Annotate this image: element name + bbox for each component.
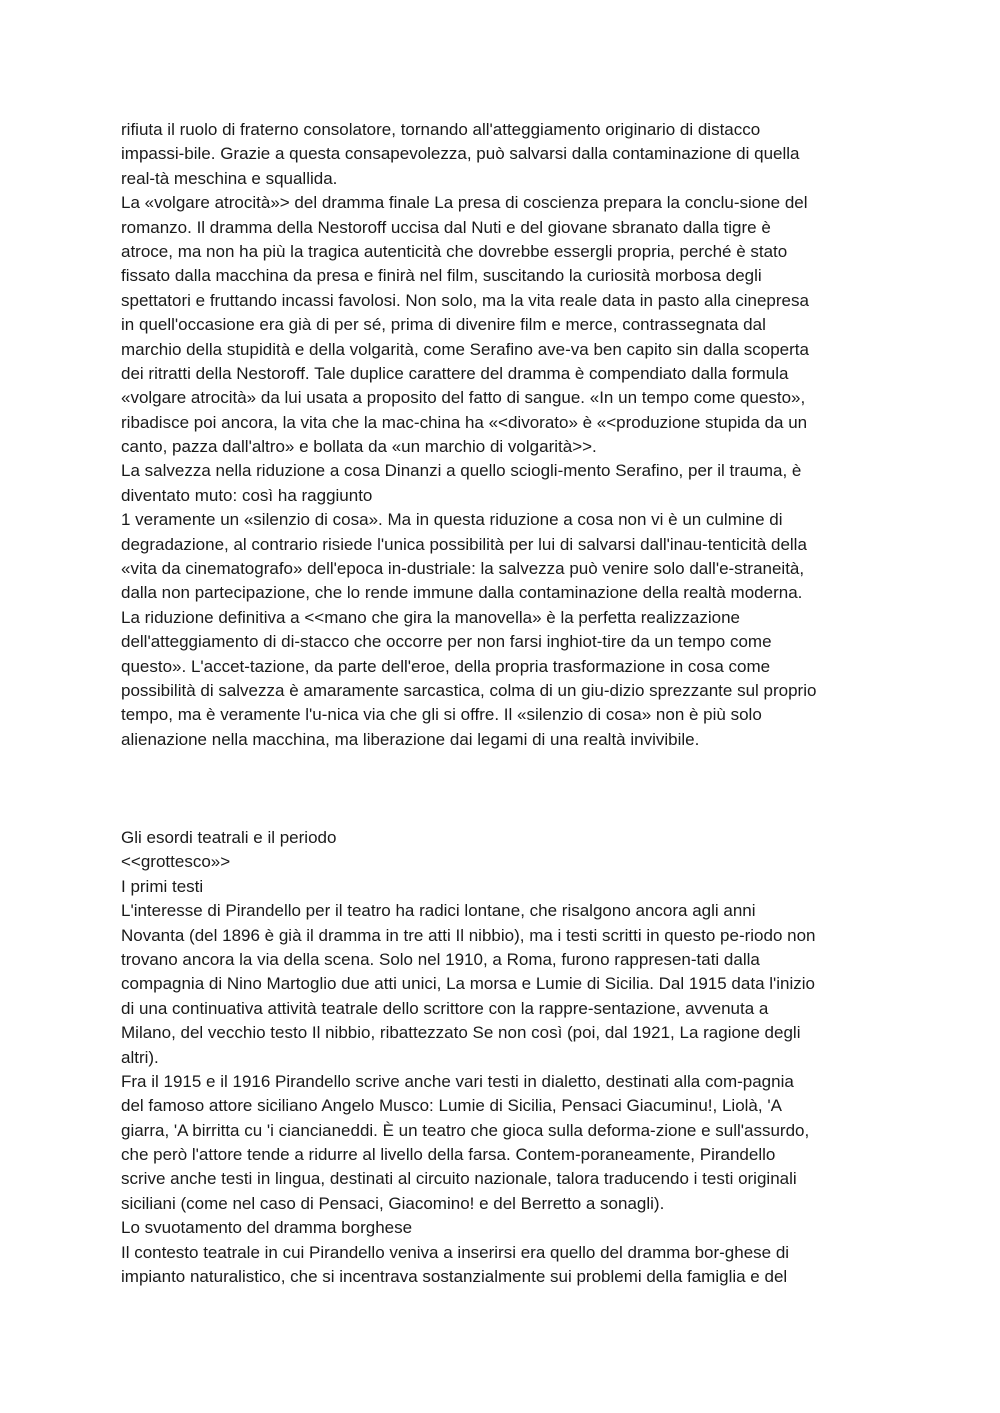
text-line: impianto naturalistico, che si incentrava sostanzialmente sui problemi della famiglia e del xyxy=(121,1267,788,1287)
text-section-2 xyxy=(121,826,891,1289)
text-line: ribadisce poi ancora, la vita che la mac-china ha «<divorato» è «<produzione stupida da un xyxy=(121,412,808,432)
text-line: Lo svuotamento del dramma borghese xyxy=(121,1218,413,1238)
text-line: impassi-bile. Grazie a questa consapevolezza, può salvarsi dalla contaminazione di quella xyxy=(121,144,800,164)
text-line: real-tà meschina e squallida. xyxy=(121,168,338,188)
text-line: scrive anche testi in lingua, destinati al circuito nazionale, talora traducendo i testi originali xyxy=(121,1169,797,1189)
text-line: 1 veramente un «silenzio di cosa». Ma in questa riduzione a cosa non vi è un culmine di xyxy=(121,510,783,530)
text-line: alienazione nella macchina, ma liberazione dai legami di una realtà invivibile. xyxy=(121,729,700,749)
text-line: trovano ancora la via della scena. Solo nel 1910, a Roma, furono rappresen-tati dalla xyxy=(121,949,760,969)
text-line: che però l'attore tende a ridurre al livello della farsa. Contem-poraneamente, Pirandello xyxy=(121,1145,776,1165)
text-line: tempo, ma è veramente l'u-nica via che gli si offre. Il «silenzio di cosa» non è più solo xyxy=(121,705,762,725)
text-line: Novanta (del 1896 è già il dramma in tre atti Il nibbio), ma i testi scritti in questo pe-riodo non xyxy=(121,925,816,945)
text-line: fissato dalla macchina da presa e finirà nel film, suscitando la curiosità morbosa degli xyxy=(121,266,762,286)
text-line: possibilità di salvezza è amaramente sarcastica, colma di un giu-dizio sprezzante sul proprio xyxy=(121,680,817,700)
text-line: La salvezza nella riduzione a cosa Dinanzi a quello sciogli-mento Serafino, per il trauma, è xyxy=(121,461,802,481)
text-line: «vita da cinematografo» dell'epoca in-dustriale: la salvezza può venire solo dall'e-straneità, xyxy=(121,559,805,579)
text-line: giarra, 'A birritta cu 'i ciancianeddi. È un teatro che gioca sulla deforma-zione e sull'assurdo, xyxy=(121,1120,810,1140)
text-line: dalla non partecipazione, che lo rende immune dalla contaminazione della realtà moderna. xyxy=(121,583,803,603)
text-line: degradazione, al contrario risiede l'unica possibilità per lui di salvarsi dall'inau-tenticità della xyxy=(121,534,807,554)
text-line: Milano, del vecchio testo Il nibbio, ribattezzato Se non così (poi, dal 1921, La ragione degli xyxy=(121,1023,801,1043)
text-line: compagnia di Nino Martoglio due atti unici, La morsa e Lumie di Sicilia. Dal 1915 data l'inizio xyxy=(121,974,816,994)
text-line: di una continuativa attività teatrale dello scrittore con la rappre-sentazione, avvenuta a xyxy=(121,998,769,1018)
text-line: canto, pazza dall'altro» e bollata da «un marchio di volgarità>>. xyxy=(121,437,597,457)
text-line: atroce, ma non ha più la tragica autenticità che dovrebbe essergli propria, perché è stato xyxy=(121,241,788,261)
text-line: L'interesse di Pirandello per il teatro ha radici lontane, che risalgono ancora agli anni xyxy=(121,901,756,921)
text-line: romanzo. Il dramma della Nestoroff uccisa dal Nuti e del giovane sbranato dalla tigre è xyxy=(121,217,771,237)
text-line: Gli esordi teatrali e il periodo xyxy=(121,828,337,847)
text-line: Il contesto teatrale in cui Pirandello veniva a inserirsi era quello del dramma bor-ghese di xyxy=(121,1242,790,1262)
text-line: del famoso attore siciliano Angelo Musco: Lumie di Sicilia, Pensaci Giacuminu!, Liolà, 'A xyxy=(121,1096,782,1116)
text-line: Fra il 1915 e il 1916 Pirandello scrive anche vari testi in dialetto, destinati alla com-pagnia xyxy=(121,1071,794,1091)
text-section-1 xyxy=(121,118,891,752)
text-line: La «volgare atrocità»> del dramma finale La presa di coscienza prepara la conclu-sione del xyxy=(121,193,808,213)
text-line: dei ritratti della Nestoroff. Tale duplice carattere del dramma è compendiato dalla formula xyxy=(121,363,789,383)
text-line: rifiuta il ruolo di fraterno consolatore, tornando all'atteggiamento originario di distacco xyxy=(121,120,761,139)
text-line: altri). xyxy=(121,1047,159,1067)
text-line: La riduzione definitiva a <<mano che gira la manovella» è la perfetta realizzazione xyxy=(121,607,740,627)
text-line: questo». L'accet-tazione, da parte dell'eroe, della propria trasformazione in cosa come xyxy=(121,656,771,676)
text-line: diventato muto: così ha raggiunto xyxy=(121,485,373,505)
text-line: marchio della stupidità e della volgarità, come Serafino ave-va ben capito sin dalla scoperta xyxy=(121,339,809,359)
text-line: siciliani (come nel caso di Pensaci, Giacomino! e del Berretto a sonagli). xyxy=(121,1193,665,1213)
text-line: «volgare atrocità» da lui usata a proposito del fatto di sangue. «In un tempo come questo», xyxy=(121,388,806,408)
text-line: in quell'occasione era già di per sé, prima di divenire film e merce, contrassegnata dal xyxy=(121,315,766,335)
text-line: I primi testi xyxy=(121,876,204,896)
text-line: <<grottesco»> xyxy=(121,852,231,872)
text-line: spettatori e fruttando incassi favolosi. Non solo, ma la vita reale data in pasto alla cinepresa xyxy=(121,290,809,310)
text-line: dell'atteggiamento di di-stacco che occorre per non farsi inghiot-tire da un tempo come xyxy=(121,632,772,652)
